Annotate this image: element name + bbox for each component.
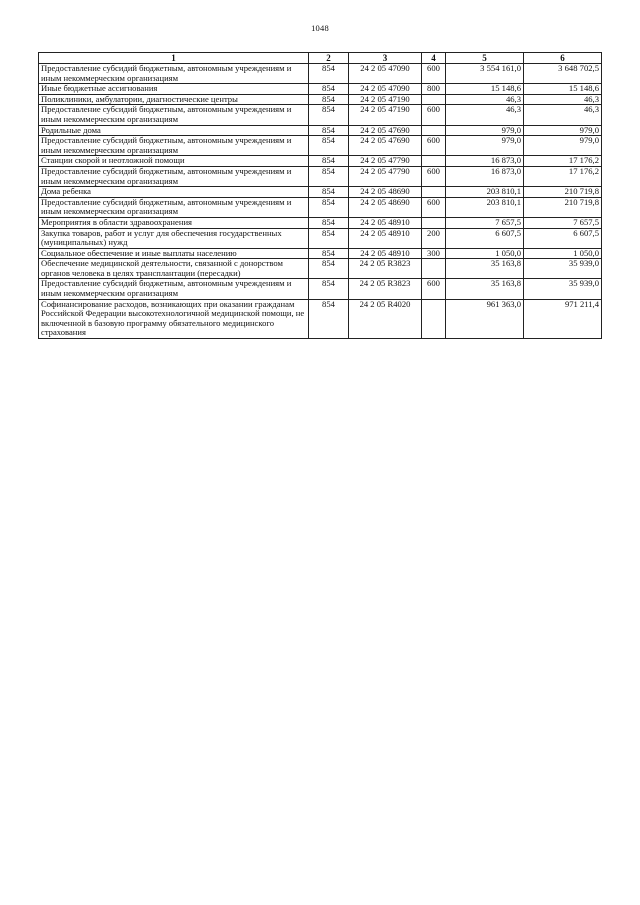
row-value5-cell: 961 363,0 (446, 299, 524, 338)
row-article-cell: 24 2 05 47790 (349, 156, 422, 167)
row-code-cell: 854 (309, 125, 349, 136)
column-header-4: 4 (422, 53, 446, 64)
row-type-cell (422, 156, 446, 167)
row-name-cell: Социальное обеспечение и иные выплаты населению (39, 248, 309, 259)
table-row (39, 228, 602, 248)
row-name-cell: Предоставление субсидий бюджетным, автономным учреждениям и иным некоммерческим организациям (39, 136, 309, 156)
row-code-cell: 854 (309, 279, 349, 299)
row-value6-cell: 17 176,2 (524, 166, 602, 186)
row-value5-cell: 15 148,6 (446, 84, 524, 95)
row-type-cell: 600 (422, 279, 446, 299)
table-row (39, 64, 602, 84)
row-name-cell: Предоставление субсидий бюджетным, автономным учреждениям и иным некоммерческим организациям (39, 197, 309, 217)
table-row (39, 156, 602, 167)
row-type-cell: 600 (422, 105, 446, 125)
row-article-cell: 24 2 05 R4020 (349, 299, 422, 338)
table-body (39, 64, 602, 339)
row-name-cell: Иные бюджетные ассигнования (39, 84, 309, 95)
row-value6-cell: 6 607,5 (524, 228, 602, 248)
row-type-cell: 600 (422, 166, 446, 186)
row-article-cell: 24 2 05 R3823 (349, 279, 422, 299)
row-value5-cell: 35 163,8 (446, 259, 524, 279)
row-value5-cell: 1 050,0 (446, 248, 524, 259)
row-value5-cell: 7 657,5 (446, 217, 524, 228)
page-number: 1048 (311, 23, 329, 33)
row-value6-cell: 35 939,0 (524, 259, 602, 279)
row-value5-cell: 3 554 161,0 (446, 64, 524, 84)
row-name-cell: Дома ребенка (39, 187, 309, 198)
row-value5-cell: 979,0 (446, 125, 524, 136)
row-code-cell: 854 (309, 197, 349, 217)
row-type-cell (422, 217, 446, 228)
row-value6-cell: 979,0 (524, 136, 602, 156)
row-article-cell: 24 2 05 47190 (349, 94, 422, 105)
row-value5-cell: 16 873,0 (446, 156, 524, 167)
row-value5-cell: 203 810,1 (446, 187, 524, 198)
row-article-cell: 24 2 05 47690 (349, 125, 422, 136)
row-value6-cell: 3 648 702,5 (524, 64, 602, 84)
row-name-cell: Предоставление субсидий бюджетным, автономным учреждениям и иным некоммерческим организациям (39, 279, 309, 299)
column-header-6: 6 (524, 53, 602, 64)
table-row (39, 187, 602, 198)
row-value6-cell: 979,0 (524, 125, 602, 136)
row-type-cell (422, 125, 446, 136)
row-value6-cell: 971 211,4 (524, 299, 602, 338)
row-value6-cell: 15 148,6 (524, 84, 602, 95)
row-value5-cell: 203 810,1 (446, 197, 524, 217)
row-article-cell: 24 2 05 48690 (349, 187, 422, 198)
row-type-cell: 800 (422, 84, 446, 95)
row-article-cell: 24 2 05 48910 (349, 217, 422, 228)
row-type-cell: 200 (422, 228, 446, 248)
row-code-cell: 854 (309, 166, 349, 186)
table-row (39, 166, 602, 186)
row-value6-cell: 210 719,8 (524, 197, 602, 217)
row-code-cell: 854 (309, 217, 349, 228)
row-code-cell: 854 (309, 136, 349, 156)
row-type-cell: 600 (422, 64, 446, 84)
table-row (39, 105, 602, 125)
column-header-3: 3 (349, 53, 422, 64)
row-value6-cell: 7 657,5 (524, 217, 602, 228)
row-name-cell: Поликлиники, амбулатории, диагностические центры (39, 94, 309, 105)
row-article-cell: 24 2 05 48910 (349, 248, 422, 259)
row-name-cell: Софинансирование расходов, возникающих при оказании гражданам Российской Федерации высокотехнологичной медицинской помощи, не включенной в базовую программу обязательного медицинского страхования (39, 299, 309, 338)
row-code-cell: 854 (309, 84, 349, 95)
row-type-cell: 600 (422, 136, 446, 156)
row-value5-cell: 16 873,0 (446, 166, 524, 186)
row-value5-cell: 46,3 (446, 94, 524, 105)
row-value6-cell: 1 050,0 (524, 248, 602, 259)
row-type-cell (422, 94, 446, 105)
table-row (39, 94, 602, 105)
row-type-cell (422, 259, 446, 279)
table-row (39, 84, 602, 95)
row-code-cell: 854 (309, 228, 349, 248)
row-article-cell: 24 2 05 48690 (349, 197, 422, 217)
row-value5-cell: 46,3 (446, 105, 524, 125)
row-type-cell (422, 299, 446, 338)
column-header-1: 1 (39, 53, 309, 64)
row-value6-cell: 46,3 (524, 94, 602, 105)
row-name-cell: Предоставление субсидий бюджетным, автономным учреждениям и иным некоммерческим организациям (39, 105, 309, 125)
table-row (39, 299, 602, 338)
row-name-cell: Предоставление субсидий бюджетным, автономным учреждениям и иным некоммерческим организациям (39, 64, 309, 84)
row-article-cell: 24 2 05 47090 (349, 84, 422, 95)
row-value6-cell: 210 719,8 (524, 187, 602, 198)
row-code-cell: 854 (309, 259, 349, 279)
row-code-cell: 854 (309, 248, 349, 259)
row-code-cell: 854 (309, 94, 349, 105)
row-name-cell: Обеспечение медицинской деятельности, связанной с донорством органов человека в целях трансплантации (пересадки) (39, 259, 309, 279)
table-row (39, 248, 602, 259)
row-article-cell: 24 2 05 48910 (349, 228, 422, 248)
row-code-cell: 854 (309, 187, 349, 198)
table-row (39, 259, 602, 279)
row-code-cell: 854 (309, 64, 349, 84)
row-value6-cell: 46,3 (524, 105, 602, 125)
column-header-5: 5 (446, 53, 524, 64)
row-article-cell: 24 2 05 47790 (349, 166, 422, 186)
budget-table (38, 52, 602, 339)
row-name-cell: Мероприятия в области здравоохранения (39, 217, 309, 228)
row-article-cell: 24 2 05 R3823 (349, 259, 422, 279)
table-row (39, 279, 602, 299)
row-value6-cell: 17 176,2 (524, 156, 602, 167)
row-name-cell: Предоставление субсидий бюджетным, автономным учреждениям и иным некоммерческим организациям (39, 166, 309, 186)
header-row (39, 53, 602, 64)
row-name-cell: Закупка товаров, работ и услуг для обеспечения государственных (муниципальных) нужд (39, 228, 309, 248)
row-value5-cell: 35 163,8 (446, 279, 524, 299)
row-type-cell (422, 187, 446, 198)
row-value5-cell: 6 607,5 (446, 228, 524, 248)
row-type-cell: 600 (422, 197, 446, 217)
column-header-2: 2 (309, 53, 349, 64)
row-name-cell: Родильные дома (39, 125, 309, 136)
row-value5-cell: 979,0 (446, 136, 524, 156)
row-value6-cell: 35 939,0 (524, 279, 602, 299)
row-code-cell: 854 (309, 299, 349, 338)
table-row (39, 136, 602, 156)
table-row (39, 197, 602, 217)
row-name-cell: Станции скорой и неотложной помощи (39, 156, 309, 167)
row-article-cell: 24 2 05 47090 (349, 64, 422, 84)
row-article-cell: 24 2 05 47690 (349, 136, 422, 156)
table-row (39, 125, 602, 136)
row-code-cell: 854 (309, 156, 349, 167)
row-type-cell: 300 (422, 248, 446, 259)
table-row (39, 217, 602, 228)
row-article-cell: 24 2 05 47190 (349, 105, 422, 125)
row-code-cell: 854 (309, 105, 349, 125)
